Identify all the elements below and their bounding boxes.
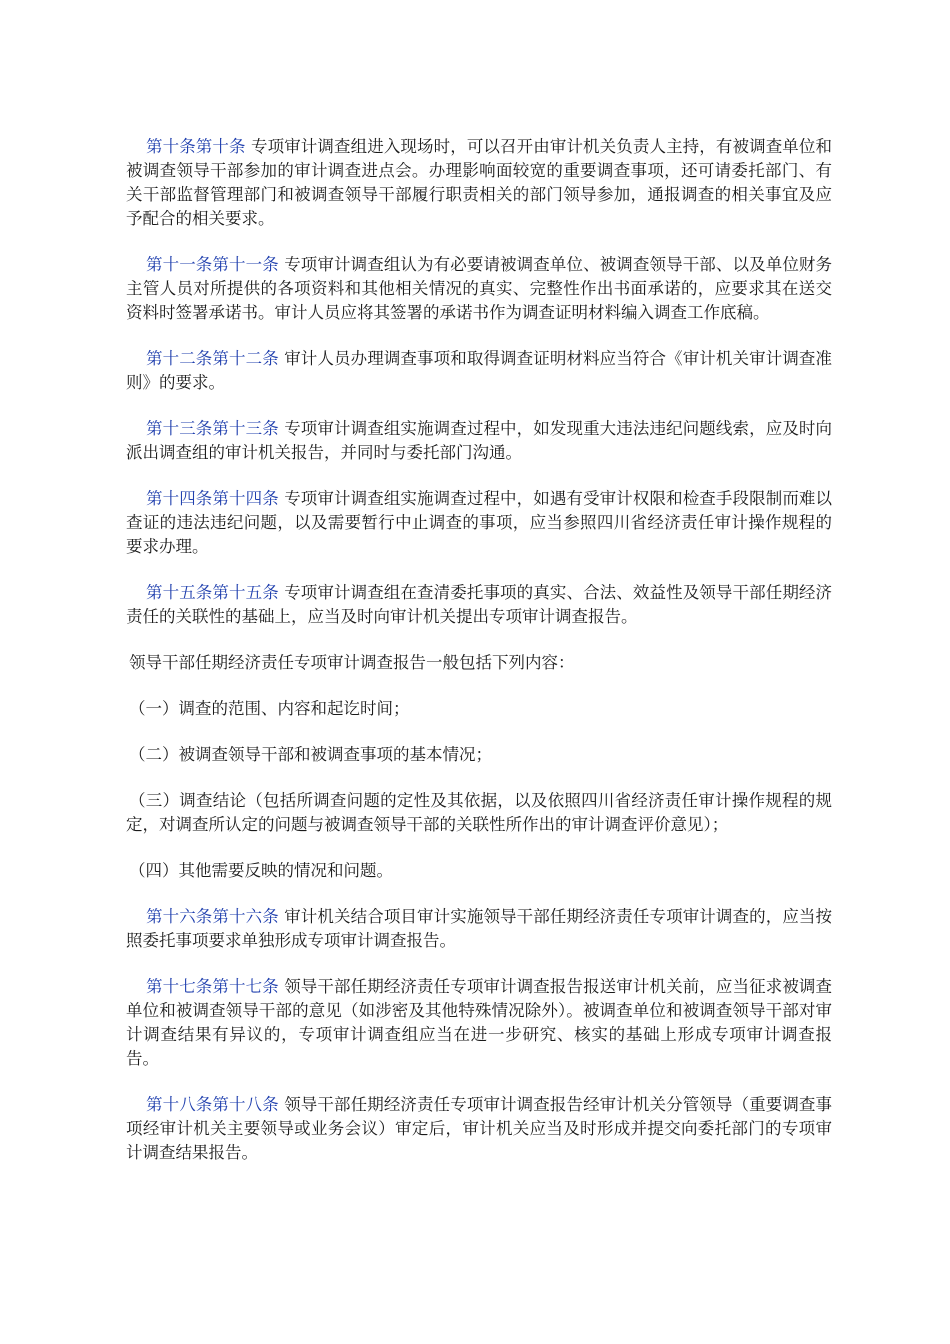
list-paragraph xyxy=(126,789,832,837)
paragraph-text: 专项审计调查组实施调查过程中，如发现重大违法违纪问题线索，应及时向派出调查组的审计机关报告，并同时与委托部门沟通。 xyxy=(126,419,833,462)
paragraph-text: 专项审计调查组在查清委托事项的真实、合法、效益性及领导干部任期经济责任的关联性的基础上，应当及时向审计机关提出专项审计调查报告。 xyxy=(126,583,833,626)
article-number: 第十三条第十三条 xyxy=(146,419,279,438)
article-paragraph xyxy=(126,135,832,231)
article-number: 第十一条第十一条 xyxy=(146,255,279,274)
paragraph-text: 专项审计调查组进入现场时，可以召开由审计机关负责人主持，有被调查单位和被调查领导干部参加的审计调查进点会。办理影响面较宽的重要调查事项，还可请委托部门、有关干部监督管理部门和被调查领导干部履行职责相关的部门领导参加，通报调查的相关事宜及应予配合的相关要求。 xyxy=(126,137,833,228)
paragraph-text: 领导干部任期经济责任专项审计调查报告报送审计机关前，应当征求被调查单位和被调查领导干部的意见（如涉密及其他特殊情况除外）。被调查单位和被调查领导干部对审计调查结果有异议的，专项审计调查组应当在进一步研究、核实的基础上形成专项审计调查报告。 xyxy=(126,977,833,1068)
article-paragraph xyxy=(126,905,832,953)
article-paragraph xyxy=(126,581,832,629)
paragraph-text: 审计机关结合项目审计实施领导干部任期经济责任专项审计调查的，应当按照委托事项要求单独形成专项审计调查报告。 xyxy=(126,907,833,950)
article-number: 第十二条第十二条 xyxy=(146,349,279,368)
article-paragraph xyxy=(126,253,832,325)
article-number: 第十八条第十八条 xyxy=(146,1095,279,1114)
article-paragraph xyxy=(126,975,832,1071)
list-paragraph xyxy=(126,697,832,721)
article-paragraph xyxy=(126,487,832,559)
article-number: 第十六条第十六条 xyxy=(146,907,279,926)
article-number: 第十七条第十七条 xyxy=(146,977,279,996)
paragraph-text: （一）调查的范围、内容和起讫时间； xyxy=(129,699,410,718)
paragraph-text: （四）其他需要反映的情况和问题。 xyxy=(129,861,393,880)
paragraph-text: 专项审计调查组认为有必要请被调查单位、被调查领导干部、以及单位财务主管人员对所提供的各项资料和其他相关情况的真实、完整性作出书面承诺的，应要求其在送交资料时签署承诺书。审计人员应将其签署的承诺书作为调查证明材料编入调查工作底稿。 xyxy=(126,255,833,322)
article-paragraph xyxy=(126,417,832,465)
paragraph-text: 审计人员办理调查事项和取得调查证明材料应当符合《审计机关审计调查准则》的要求。 xyxy=(126,349,833,392)
document-body xyxy=(126,135,832,1187)
paragraph-text: 领导干部任期经济责任专项审计调查报告经审计机关分管领导（重要调查事项经审计机关主要领导或业务会议）审定后，审计机关应当及时形成并提交向委托部门的专项审计调查结果报告。 xyxy=(126,1095,833,1162)
paragraph-text: 领导干部任期经济责任专项审计调查报告一般包括下列内容： xyxy=(129,653,575,672)
article-number: 第十四条第十四条 xyxy=(146,489,279,508)
paragraph-text: （二）被调查领导干部和被调查事项的基本情况； xyxy=(129,745,492,764)
list-paragraph xyxy=(126,859,832,883)
article-paragraph xyxy=(126,347,832,395)
article-paragraph xyxy=(126,1093,832,1165)
article-number: 第十五条第十五条 xyxy=(146,583,279,602)
paragraph-text: （三）调查结论（包括所调查问题的定性及其依据，以及依照四川省经济责任审计操作规程的规定，对调查所认定的问题与被调查领导干部的关联性所作出的审计调查评价意见）； xyxy=(126,791,832,834)
article-number: 第十条第十条 xyxy=(146,137,246,156)
list-paragraph xyxy=(126,743,832,767)
paragraph-text: 专项审计调查组实施调查过程中，如遇有受审计权限和检查手段限制而难以查证的违法违纪问题，以及需要暂行中止调查的事项，应当参照四川省经济责任审计操作规程的要求办理。 xyxy=(126,489,833,556)
list-paragraph xyxy=(126,651,832,675)
